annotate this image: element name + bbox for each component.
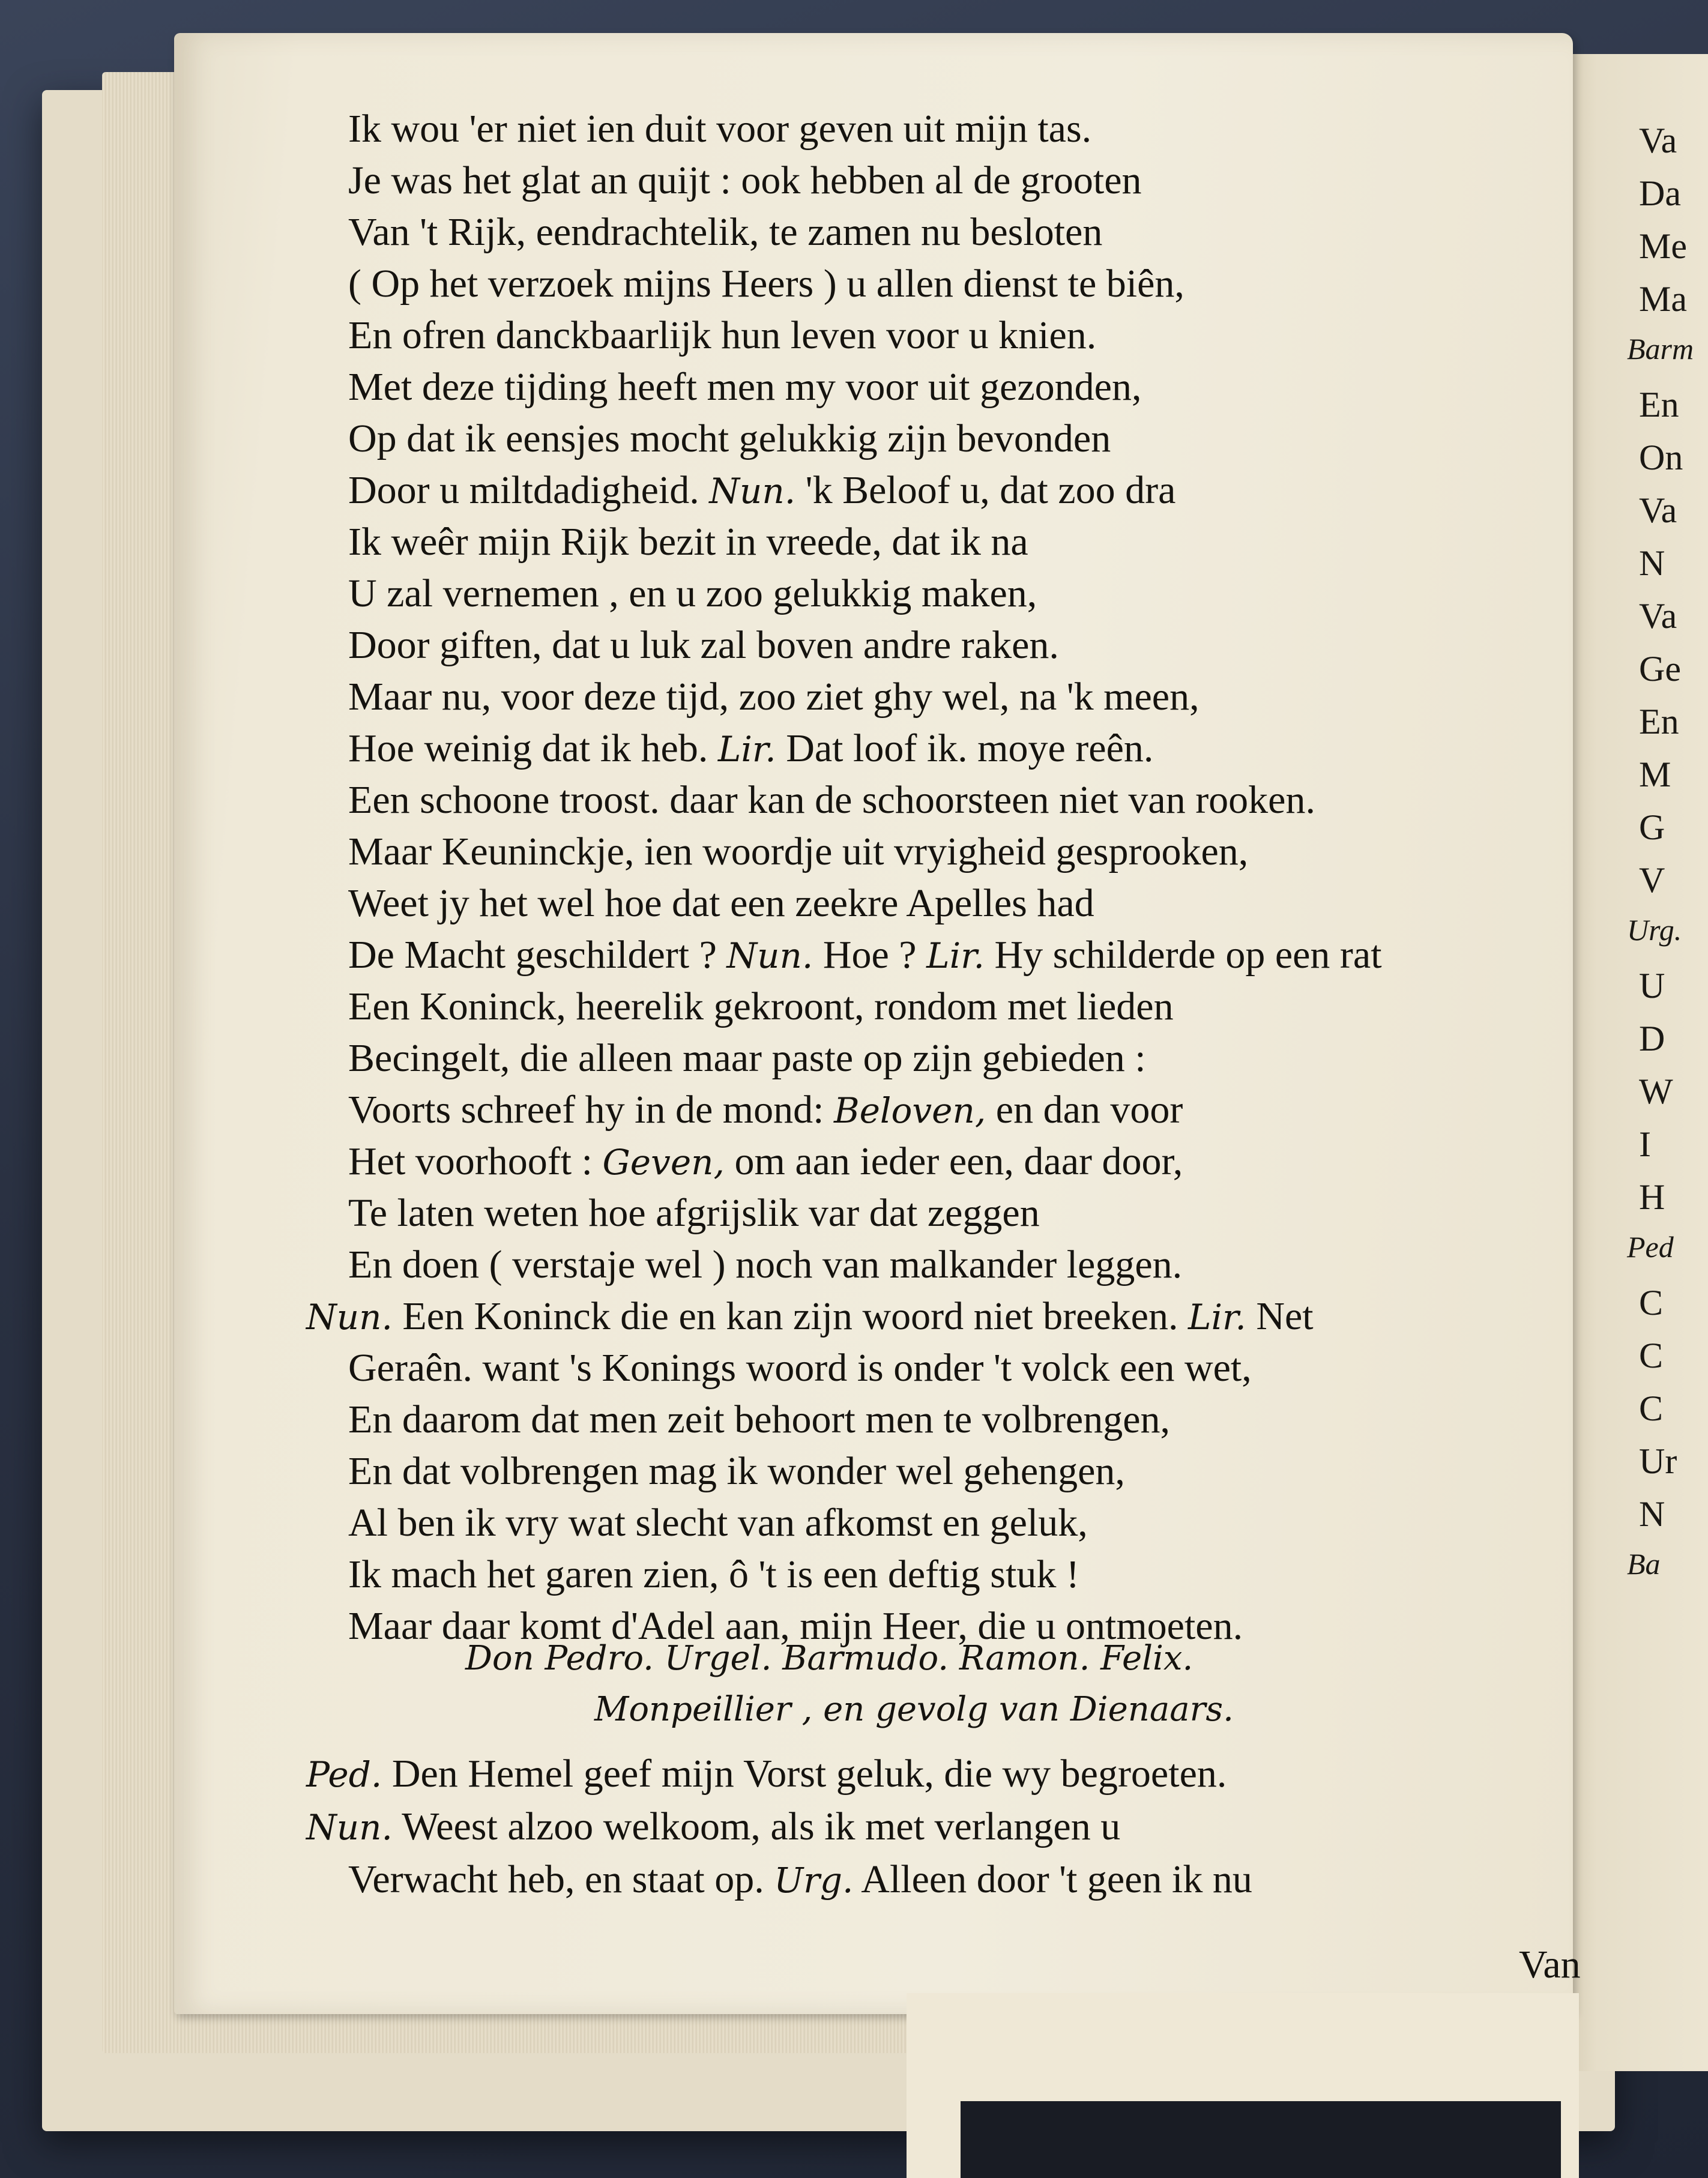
facing-page-fragment: Barm	[1627, 332, 1694, 366]
text-line	[348, 983, 1174, 1031]
line-text: ( Op het verzoek mijns Heers ) u allen dienst te biên,	[348, 262, 1184, 306]
facing-page-fragment: On	[1639, 438, 1683, 477]
line-text: Je was het glat an quijt : ook hebben al de grooten	[348, 158, 1142, 202]
text-line	[348, 570, 1037, 618]
line-text: En doen ( verstaje wel ) noch van malkander leggen.	[348, 1243, 1183, 1287]
line-text: Becingelt, die alleen maar paste op zijn gebieden :	[348, 1036, 1146, 1080]
text-line	[348, 673, 1200, 721]
line-text: Alleen door 't geen ik nu	[853, 1857, 1252, 1901]
facing-page-fragment: Ba	[1627, 1547, 1661, 1581]
text-line	[348, 363, 1141, 411]
line-text: Weest alzoo welkoom, als ik met verlangen u	[392, 1805, 1121, 1848]
text-line	[348, 828, 1248, 876]
facing-page-fragment: Me	[1639, 226, 1687, 266]
speaker-label: Urg.	[774, 1860, 854, 1901]
facing-page-fragment: G	[1639, 807, 1665, 847]
line-text: Op dat ik eensjes mocht gelukkig zijn bevonden	[348, 417, 1111, 460]
text-line	[348, 1499, 1088, 1547]
speaker-label: Nun.	[306, 1807, 393, 1848]
speaker-label: Nun.	[306, 1297, 393, 1338]
facing-page-fragment: Ma	[1639, 279, 1687, 319]
text-line	[348, 1551, 1079, 1599]
facing-page-fragment: Urg.	[1627, 913, 1682, 947]
facing-page-fragment: N	[1639, 543, 1665, 583]
facing-page-fragment: I	[1639, 1124, 1651, 1164]
text-line	[348, 879, 1094, 928]
speaker-label: Nun.	[726, 935, 813, 976]
cast-line-2: Monpeillier , en gevolg van Dienaars.	[594, 1690, 1234, 1729]
line-text: om aan ieder een, daar door,	[724, 1139, 1183, 1183]
facing-page-fragment: U	[1639, 966, 1665, 1006]
facing-page-fragment: Ped	[1627, 1230, 1674, 1264]
facing-page-fragment: C	[1639, 1336, 1664, 1375]
text-line	[348, 1447, 1125, 1495]
facing-page-fragment: Da	[1639, 173, 1681, 213]
line-text: Te laten weten hoe afgrijslik var dat zeggen	[348, 1191, 1040, 1235]
text-line	[348, 1086, 1183, 1135]
line-text: En daarom dat men zeit behoort men te volbrengen,	[348, 1398, 1171, 1441]
text-line	[306, 1750, 1227, 1799]
text-line	[348, 776, 1315, 824]
text-line	[348, 1138, 1183, 1186]
line-text: en dan voor	[986, 1088, 1183, 1132]
line-text: De Macht geschildert ?	[348, 933, 727, 977]
facing-page-fragment: En	[1639, 385, 1679, 424]
line-text: Voorts schreef hy in de mond:	[348, 1088, 834, 1132]
facing-page-fragment: D	[1639, 1019, 1665, 1058]
line-text: Een Koninck die en kan zijn woord niet breeken.	[392, 1294, 1188, 1338]
line-text: Weet jy het wel hoe dat een zeekre Apelles had	[348, 881, 1094, 925]
text-line	[348, 466, 1175, 515]
facing-page-fragment: W	[1639, 1072, 1673, 1111]
line-text: Met deze tijding heeft men my voor uit gezonden,	[348, 365, 1142, 409]
line-text: Hoe ?	[813, 933, 927, 977]
text-line	[348, 260, 1184, 308]
line-text: Maar nu, voor deze tijd, zoo ziet ghy wel, na 'k meen,	[348, 675, 1200, 719]
speaker-label: Lir.	[717, 729, 776, 770]
line-text: Den Hemel geef mijn Vorst geluk, die wy begroeten.	[382, 1752, 1227, 1796]
line-text: U zal vernemen , en u zoo gelukkig maken,	[348, 572, 1037, 615]
line-text: Al ben ik vry wat slecht van afkomst en geluk,	[348, 1501, 1088, 1545]
line-text: En dat volbrengen mag ik wonder wel gehengen,	[348, 1449, 1125, 1493]
text-line	[348, 1034, 1146, 1082]
line-text: 'k Beloof u, dat zoo dra	[795, 468, 1176, 512]
line-text: Verwacht heb, en staat op.	[348, 1857, 774, 1901]
facing-page-fragment: C	[1639, 1283, 1664, 1323]
text-line	[348, 1241, 1182, 1289]
line-text: Door giften, dat u luk zal boven andre raken.	[348, 623, 1059, 667]
facing-page-fragment: Ur	[1639, 1441, 1677, 1481]
text-line	[306, 1293, 1314, 1341]
facing-page-fragment: N	[1639, 1494, 1665, 1534]
line-text: Ik mach het garen zien, ô 't is een deftig stuk !	[348, 1552, 1079, 1596]
facing-page-fragment: V	[1639, 860, 1665, 900]
text-line	[348, 725, 1153, 773]
text-line	[306, 1803, 1120, 1851]
line-text: Van 't Rijk, eendrachtelik, te zamen nu besloten	[348, 210, 1103, 254]
line-text: Een Koninck, heerelik gekroont, rondom met lieden	[348, 985, 1174, 1028]
line-text: Dat loof ik. moye reên.	[776, 726, 1154, 770]
text-line	[348, 312, 1096, 360]
facing-page-fragment: C	[1639, 1389, 1664, 1428]
line-text: Geraên. want 's Konings woord is onder 't volck een wet,	[348, 1346, 1252, 1390]
facing-page-fragment: H	[1639, 1177, 1665, 1217]
line-text: Maar Keuninckje, ien woordje uit vryigheid gesprooken,	[348, 830, 1249, 873]
facing-page-fragment: Va	[1639, 596, 1677, 636]
facing-page-fragment: En	[1639, 702, 1679, 741]
line-text: Ik wou 'er niet ien duit voor geven uit mijn tas.	[348, 107, 1092, 151]
line-text: Het voorhooft :	[348, 1139, 603, 1183]
text-line	[348, 1856, 1252, 1904]
text-line	[348, 1189, 1040, 1237]
book-page	[174, 33, 1581, 2014]
line-text: Hy schilderde op een rat	[984, 933, 1382, 977]
line-text: Ik weêr mijn Rijk bezit in vreede, dat ik na	[348, 520, 1028, 564]
speaker-label: Ped.	[306, 1754, 382, 1795]
cast-line-1: Don Pedro. Urgel. Barmudo. Ramon. Felix.	[465, 1639, 1193, 1678]
line-text: Net	[1246, 1294, 1314, 1338]
speaker-label: Nun.	[709, 471, 796, 511]
text-line	[348, 415, 1111, 463]
text-line	[348, 105, 1091, 153]
emphasis-text: Geven,	[602, 1142, 725, 1183]
facing-page-fragment: Va	[1639, 121, 1677, 160]
text-line	[348, 621, 1059, 669]
facing-page-fragment: Va	[1639, 490, 1677, 530]
line-text: Een schoone troost. daar kan de schoorsteen niet van rooken.	[348, 778, 1315, 822]
speaker-label: Lir.	[926, 935, 985, 976]
line-text: Maar daar komt d'Adel aan, mijn Heer, die u ontmoeten.	[348, 1604, 1243, 1648]
text-line	[348, 931, 1382, 980]
speaker-label: Lir.	[1187, 1297, 1246, 1338]
line-text: Door u miltdadigheid.	[348, 468, 710, 512]
line-text: Hoe weinig dat ik heb.	[348, 726, 718, 770]
catchword: Van	[1519, 1943, 1581, 1986]
text-line	[348, 518, 1028, 566]
text-line	[348, 1396, 1170, 1444]
text-line	[348, 157, 1141, 205]
emphasis-text: Beloven,	[833, 1090, 986, 1131]
dark-strip	[961, 2101, 1561, 2178]
line-text: En ofren danckbaarlijk hun leven voor u knien.	[348, 313, 1097, 357]
text-line	[348, 208, 1102, 256]
text-line	[348, 1344, 1252, 1392]
facing-page-fragment: M	[1639, 755, 1671, 794]
facing-page-fragment: Ge	[1639, 649, 1681, 689]
